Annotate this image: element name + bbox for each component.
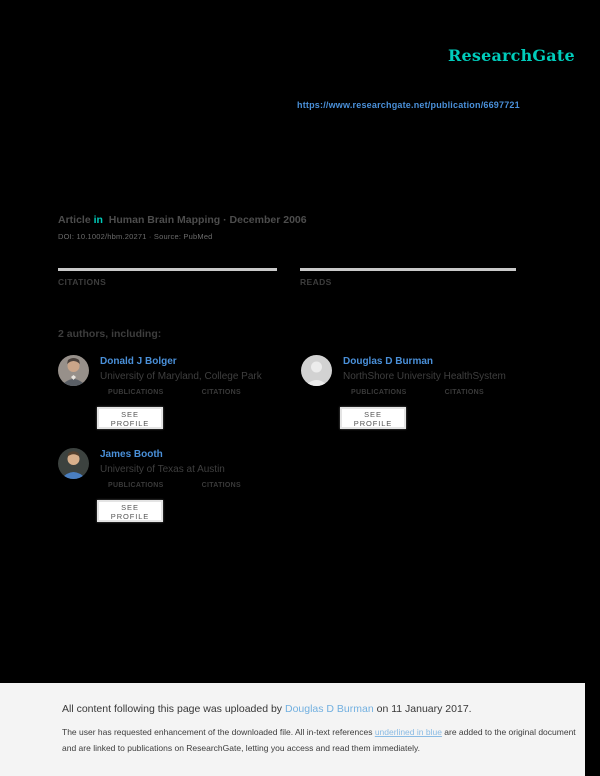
author-affiliation: University of Texas at Austin [100, 464, 225, 475]
upload-notice-prefix: All content following this page was uploaded by [62, 703, 285, 715]
author-affiliation: University of Maryland, College Park [100, 371, 262, 382]
enhancement-suffix: are added to the original document [441, 727, 576, 737]
citations-divider [58, 268, 277, 271]
citations-label: CITATIONS [201, 482, 241, 489]
author-card [58, 448, 308, 558]
publications-label: PUBLICATIONS [108, 482, 164, 489]
article-line [58, 214, 307, 226]
author-stats [108, 389, 241, 396]
publications-label: PUBLICATIONS [108, 389, 164, 396]
underlined-in-blue-link[interactable]: underlined in blue [374, 727, 442, 737]
author-card [301, 355, 551, 465]
author-name[interactable]: Donald J Bolger [100, 356, 177, 367]
avatar-photo-man-blue-shirt [58, 448, 89, 479]
authors-heading: 2 authors, including: [58, 328, 162, 340]
publication-link[interactable]: https://www.researchgate.net/publication/6697721 [297, 100, 520, 110]
upload-notice-suffix: on 11 January 2017. [373, 703, 472, 715]
author-stats [108, 482, 241, 489]
article-word: Article [58, 214, 94, 226]
enhancement-prefix: The user has requested enhancement of the downloaded file. All in-text references [62, 727, 375, 737]
see-profile-button[interactable]: SEE PROFILE [97, 500, 163, 522]
avatar-default-silhouette-icon [301, 355, 332, 386]
publications-label: PUBLICATIONS [351, 389, 407, 396]
see-profile-button[interactable]: SEE PROFILE [97, 407, 163, 429]
doi-line: DOI: 10.1002/hbm.20271 · Source: PubMed [58, 232, 213, 241]
author-avatar[interactable] [301, 355, 332, 386]
author-avatar[interactable] [58, 448, 89, 479]
author-name[interactable]: James Booth [100, 449, 163, 460]
reads-divider [300, 268, 516, 271]
citations-label: CITATIONS [201, 389, 241, 396]
article-in-word: in [93, 214, 103, 226]
author-avatar[interactable] [58, 355, 89, 386]
article-journal-date: Human Brain Mapping · December 2006 [102, 214, 307, 226]
reads-label: READS [300, 277, 332, 287]
author-name[interactable]: Douglas D Burman [343, 356, 434, 367]
see-profile-button[interactable]: SEE PROFILE [340, 407, 406, 429]
upload-notice-line [62, 703, 472, 715]
citations-label: CITATIONS [444, 389, 484, 396]
enhancement-notice-line2: and are linked to publications on ResearchGate, letting you access and read them immediately. [62, 743, 420, 753]
researchgate-logo: ResearchGate [448, 46, 575, 65]
upload-notice-bar [0, 683, 585, 776]
uploader-link[interactable]: Douglas D Burman [284, 703, 374, 715]
enhancement-notice-line [62, 727, 576, 737]
author-stats [351, 389, 484, 396]
author-affiliation: NorthShore University HealthSystem [343, 371, 506, 382]
citations-label: CITATIONS [58, 277, 107, 287]
avatar-photo-man-suit [58, 355, 89, 386]
